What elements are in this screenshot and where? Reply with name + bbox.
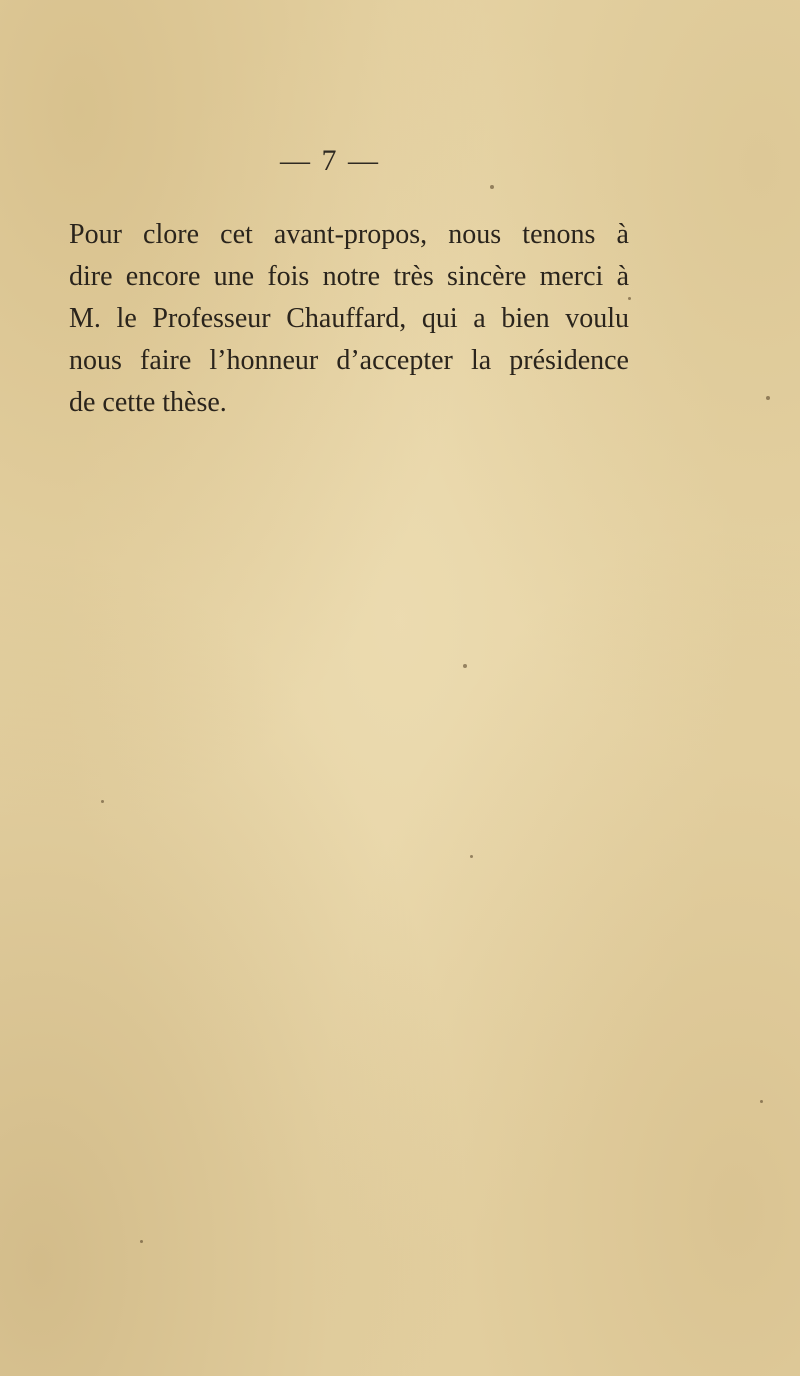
paper-speck — [628, 297, 631, 300]
paper-speck — [140, 1240, 143, 1243]
paragraph-line-5: de cette thèse. — [69, 387, 227, 418]
paragraph-line-4: nous faire l’honneur d’accepter la présidence — [69, 345, 629, 376]
paragraph-line-3: M. le Professeur Chauffard, qui a bien voulu — [69, 303, 629, 334]
paper-speck — [760, 1100, 763, 1103]
paper-speck — [766, 396, 770, 400]
paragraph-line-2: dire encore une fois notre très sincère merci à — [69, 261, 629, 292]
paragraph-line-1: Pour clore cet avant-propos, nous tenons à — [69, 219, 629, 250]
paper-speck — [490, 185, 494, 189]
paper-speck — [101, 800, 104, 803]
paper-speck — [470, 855, 473, 858]
paper-speck — [463, 664, 467, 668]
page-number: — 7 — — [280, 144, 380, 177]
